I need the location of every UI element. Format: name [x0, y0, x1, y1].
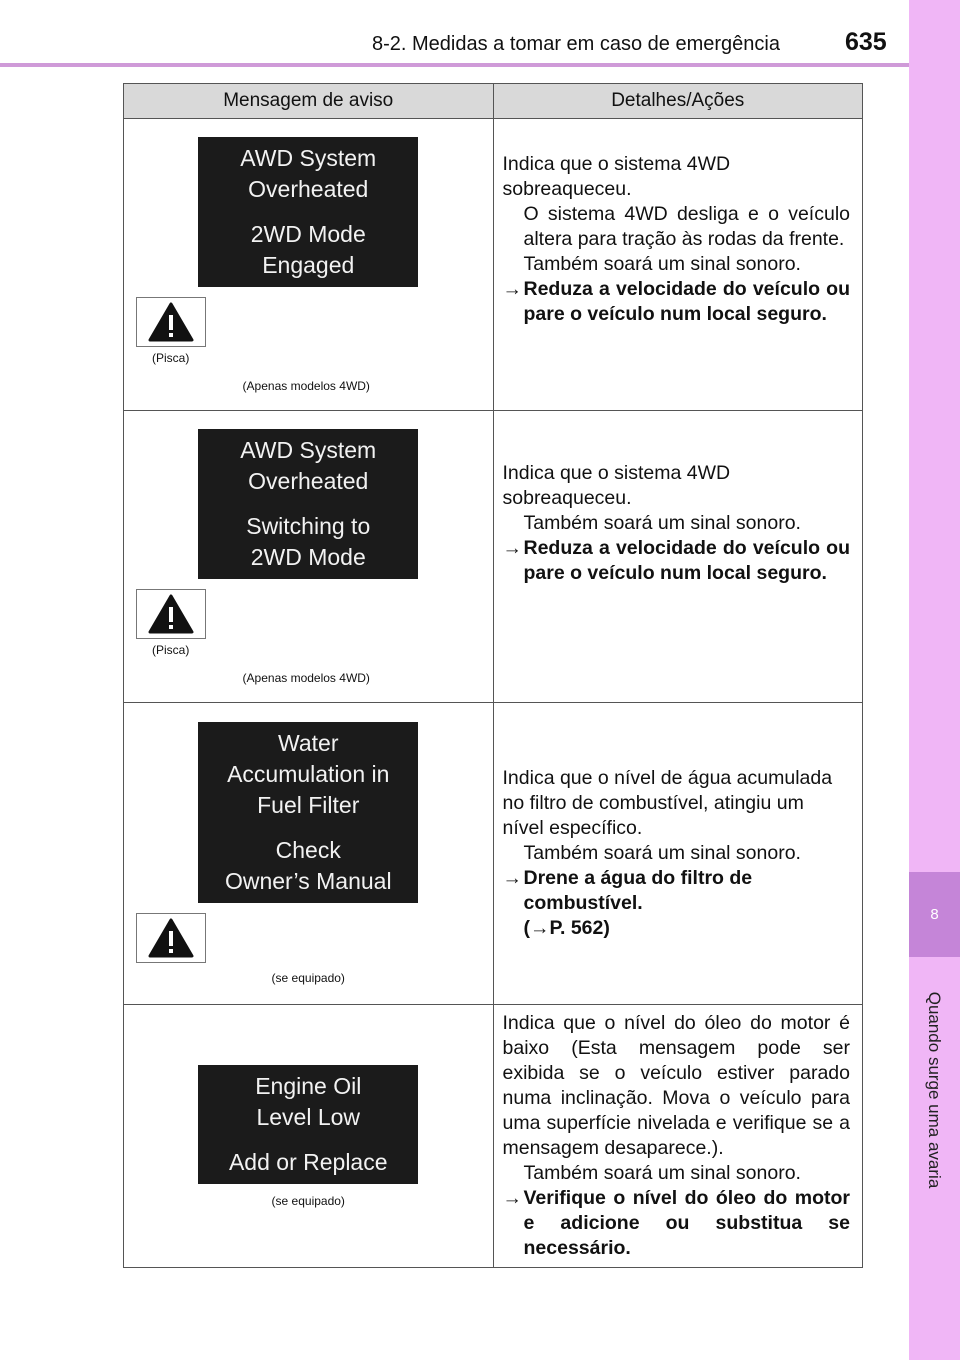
- display-line: Owner’s Manual: [224, 868, 392, 894]
- multi-info-display: [198, 1065, 418, 1184]
- detail-lead: Indica que o sistema 4WD sobreaqueceu.: [502, 153, 731, 200]
- warning-triangle-icon: [136, 913, 206, 963]
- action-text: [503, 1186, 851, 1261]
- action-label: Reduza a velocidade do veículo ou pare o veículo num local seguro.: [523, 278, 850, 325]
- message-cell: [124, 703, 494, 1005]
- detail-line: O sistema 4WD desliga e o veículo altera para tração às rodas da frente.: [523, 203, 850, 250]
- details-cell: [493, 411, 863, 703]
- action-text: [503, 866, 851, 916]
- display-line: Level Low: [256, 1103, 361, 1130]
- arrow-icon: →: [502, 867, 522, 889]
- message-cell: [124, 119, 494, 411]
- arrow-icon: →: [502, 537, 522, 559]
- multi-info-display: [198, 722, 418, 903]
- display-line: Engine Oil: [255, 1072, 362, 1099]
- display-line: Switching to: [246, 512, 371, 539]
- column-header-details: Detalhes/Ações: [493, 84, 863, 119]
- equipment-footnote: (se equipado): [271, 1193, 345, 1208]
- table-header-row: [124, 84, 863, 119]
- table-row: [124, 411, 863, 703]
- display-line: Accumulation in: [227, 761, 390, 787]
- blink-note: (Pisca): [152, 350, 190, 365]
- details-cell: [493, 703, 863, 1005]
- chapter-title: Quando surge uma avaria: [925, 991, 944, 1189]
- table-row: [124, 119, 863, 411]
- action-text: [503, 536, 851, 586]
- table-row: [124, 703, 863, 1005]
- section-title: 8-2. Medidas a tomar em caso de emergência: [372, 33, 780, 55]
- display-line: Overheated: [248, 175, 369, 202]
- chapter-number: 8: [909, 872, 960, 957]
- model-footnote: (Apenas modelos 4WD): [242, 670, 370, 685]
- warning-triangle-icon: [136, 297, 206, 347]
- display-line: Overheated: [248, 467, 369, 494]
- display-line: 2WD Mode: [250, 220, 366, 247]
- page-number: 635: [845, 28, 887, 56]
- display-line: Check: [275, 837, 341, 863]
- table-row: [124, 1005, 863, 1268]
- action-label: Verifique o nível do óleo do motor e adicione ou substitua se necessário.: [523, 1187, 850, 1259]
- display-line: AWD System: [240, 436, 377, 463]
- message-cell: [124, 1005, 494, 1268]
- warning-message-table: [123, 83, 863, 1268]
- action-text: [503, 277, 851, 327]
- blink-note: (Pisca): [152, 642, 190, 657]
- display-line: Fuel Filter: [257, 792, 360, 818]
- detail-line: Também soará um sinal sonoro.: [523, 512, 801, 534]
- display-line: AWD System: [240, 144, 377, 171]
- arrow-icon: →: [502, 278, 522, 300]
- details-cell: [493, 119, 863, 411]
- action-label: Reduza a velocidade do veículo ou pare o veículo num local seguro.: [523, 537, 850, 584]
- display-line: Engaged: [262, 251, 355, 278]
- detail-line: Também soará um sinal sonoro.: [523, 1162, 801, 1184]
- page-reference: (→P. 562): [523, 917, 610, 939]
- header-rule: [0, 63, 909, 67]
- display-line: Add or Replace: [228, 1148, 388, 1175]
- detail-lead: Indica que o nível de água acumulada no filtro de combustível, atingiu um nível específico.: [502, 767, 833, 839]
- action-label: Drene a água do filtro de combustível.: [523, 867, 753, 914]
- display-line: Water: [278, 730, 339, 756]
- detail-line: Também soará um sinal sonoro.: [523, 253, 801, 275]
- equipment-footnote: (se equipado): [271, 971, 345, 985]
- model-footnote: (Apenas modelos 4WD): [242, 378, 370, 393]
- detail-line: Também soará um sinal sonoro.: [523, 842, 801, 864]
- multi-info-display: [198, 137, 418, 287]
- message-cell: [124, 411, 494, 703]
- warning-triangle-icon: [136, 589, 206, 639]
- detail-lead: Indica que o nível do óleo do motor é baixo (Esta mensagem pode ser exibida se o veículo estiver parado numa inclinação. Mova o veículo para uma superfície nivelada e verifique se a mensagem desaparece.).: [502, 1012, 850, 1159]
- detail-lead: Indica que o sistema 4WD sobreaqueceu.: [502, 462, 731, 509]
- display-line: 2WD Mode: [250, 543, 366, 570]
- column-header-message: Mensagem de aviso: [124, 84, 494, 119]
- arrow-icon: →: [502, 1187, 522, 1209]
- multi-info-display: [198, 429, 418, 579]
- details-cell: [493, 1005, 863, 1268]
